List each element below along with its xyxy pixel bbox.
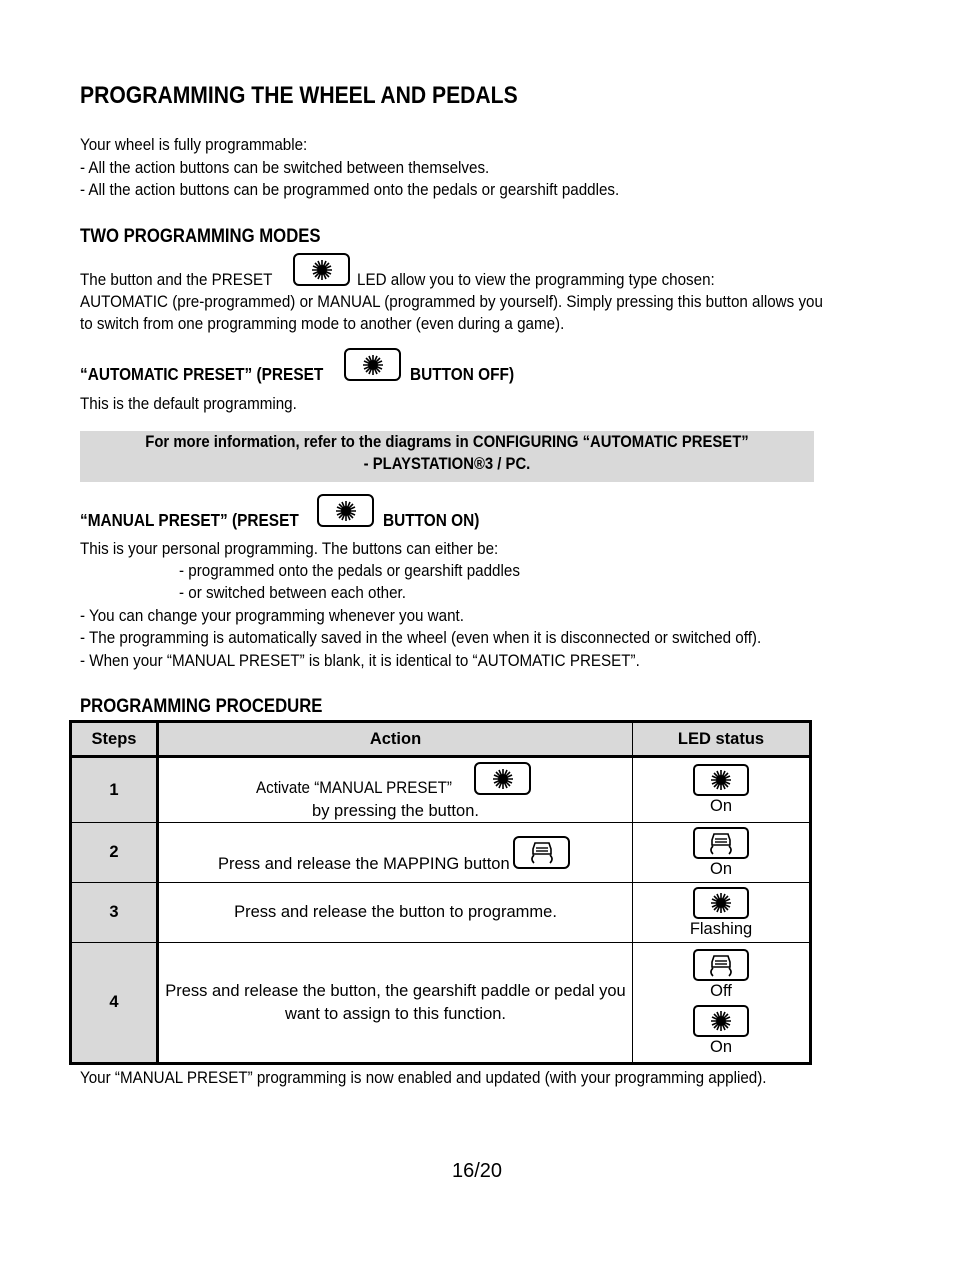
preset-led-icon	[693, 887, 749, 919]
step-number: 1	[71, 757, 158, 823]
procedure-footer: Your “MANUAL PRESET” programming is now enabled and updated (with your programming applied).	[80, 1069, 767, 1087]
modes-line-2: AUTOMATIC (pre-programmed) or MANUAL (programmed by yourself). Simply pressing this button allows you	[80, 293, 823, 311]
manual-line-2: - programmed onto the pedals or gearshift paddles	[179, 562, 520, 580]
modes-line-3: to switch from one programming mode to another (even during a game).	[80, 315, 565, 333]
mapping-led-icon	[693, 949, 749, 981]
procedure-heading: PROGRAMMING PROCEDURE	[80, 696, 323, 717]
automatic-text: This is the default programming.	[80, 395, 297, 413]
intro-line-2: - All the action buttons can be switched between themselves.	[80, 159, 490, 177]
manual-line-3: - or switched between each other.	[179, 584, 406, 602]
led-status-label: Flashing	[689, 919, 753, 938]
intro-line-1: Your wheel is fully programmable:	[80, 136, 308, 154]
preset-icon	[344, 348, 401, 381]
action-text: by pressing the button.	[312, 802, 479, 820]
table-row	[71, 943, 811, 1064]
note-line-2: - PLAYSTATION®3 / PC.	[363, 455, 531, 473]
manual-heading-a: “MANUAL PRESET” (PRESET	[80, 510, 299, 530]
preset-icon	[317, 494, 374, 527]
automatic-heading-a: “AUTOMATIC PRESET” (PRESET	[80, 364, 324, 384]
manual-line-6: - When your “MANUAL PRESET” is blank, it is identical to “AUTOMATIC PRESET”.	[80, 652, 640, 670]
mapping-icon	[513, 836, 570, 869]
column-header-action: Action	[158, 722, 633, 757]
page-title: PROGRAMMING THE WHEEL AND PEDALS	[80, 82, 518, 109]
table-header-row	[71, 722, 811, 757]
preset-icon	[474, 762, 531, 795]
action-text: Activate “MANUAL PRESET”	[256, 779, 452, 797]
modes-line-1a: The button and the PRESET	[80, 271, 273, 289]
action-cell	[158, 823, 633, 883]
step-number: 2	[71, 823, 158, 883]
info-note	[80, 431, 814, 482]
action-text: Press and release the button, the gearshift paddle or pedal you	[165, 982, 626, 1000]
manual-line-4: - You can change your programming whenever you want.	[80, 607, 464, 625]
table-row	[71, 757, 811, 823]
led-status-label: On	[709, 797, 732, 815]
preset-led-icon	[693, 1005, 749, 1037]
step-number: 3	[71, 883, 158, 943]
intro-line-3: - All the action buttons can be programmed onto the pedals or gearshift paddles.	[80, 181, 620, 199]
manual-line-5: - The programming is automatically saved in the wheel (even when it is disconnected or switched off).	[80, 629, 762, 647]
note-line-1: For more information, refer to the diagrams in CONFIGURING “AUTOMATIC PRESET”	[145, 433, 749, 451]
led-cell	[633, 823, 811, 883]
led-cell	[633, 883, 811, 943]
step-number: 4	[71, 943, 158, 1064]
led-status-label: On	[709, 859, 732, 878]
led-cell	[633, 943, 811, 1064]
preset-led-icon	[693, 764, 749, 796]
manual-line-1: This is your personal programming. The buttons can either be:	[80, 540, 499, 558]
action-text: Press and release the button to programme.	[158, 883, 633, 943]
automatic-heading-b: BUTTON OFF)	[410, 364, 515, 384]
led-status-label: Off	[710, 981, 732, 1000]
action-text: Press and release the MAPPING button	[218, 854, 510, 873]
table-row	[71, 823, 811, 883]
page-number: 16/20	[451, 1160, 503, 1182]
column-header-led: LED status	[633, 722, 811, 757]
action-cell	[158, 943, 633, 1064]
action-text: want to assign to this function.	[284, 1004, 507, 1023]
preset-icon	[293, 253, 350, 286]
mapping-led-icon	[693, 827, 749, 859]
led-status-label: On	[709, 1037, 732, 1056]
column-header-steps: Steps	[71, 722, 158, 757]
action-cell	[158, 757, 633, 823]
led-cell	[633, 757, 811, 823]
table-row	[71, 883, 811, 943]
manual-heading-b: BUTTON ON)	[383, 510, 480, 530]
modes-line-1b: LED allow you to view the programming type chosen:	[357, 271, 715, 289]
procedure-table	[69, 720, 812, 1065]
modes-heading: TWO PROGRAMMING MODES	[80, 226, 321, 247]
